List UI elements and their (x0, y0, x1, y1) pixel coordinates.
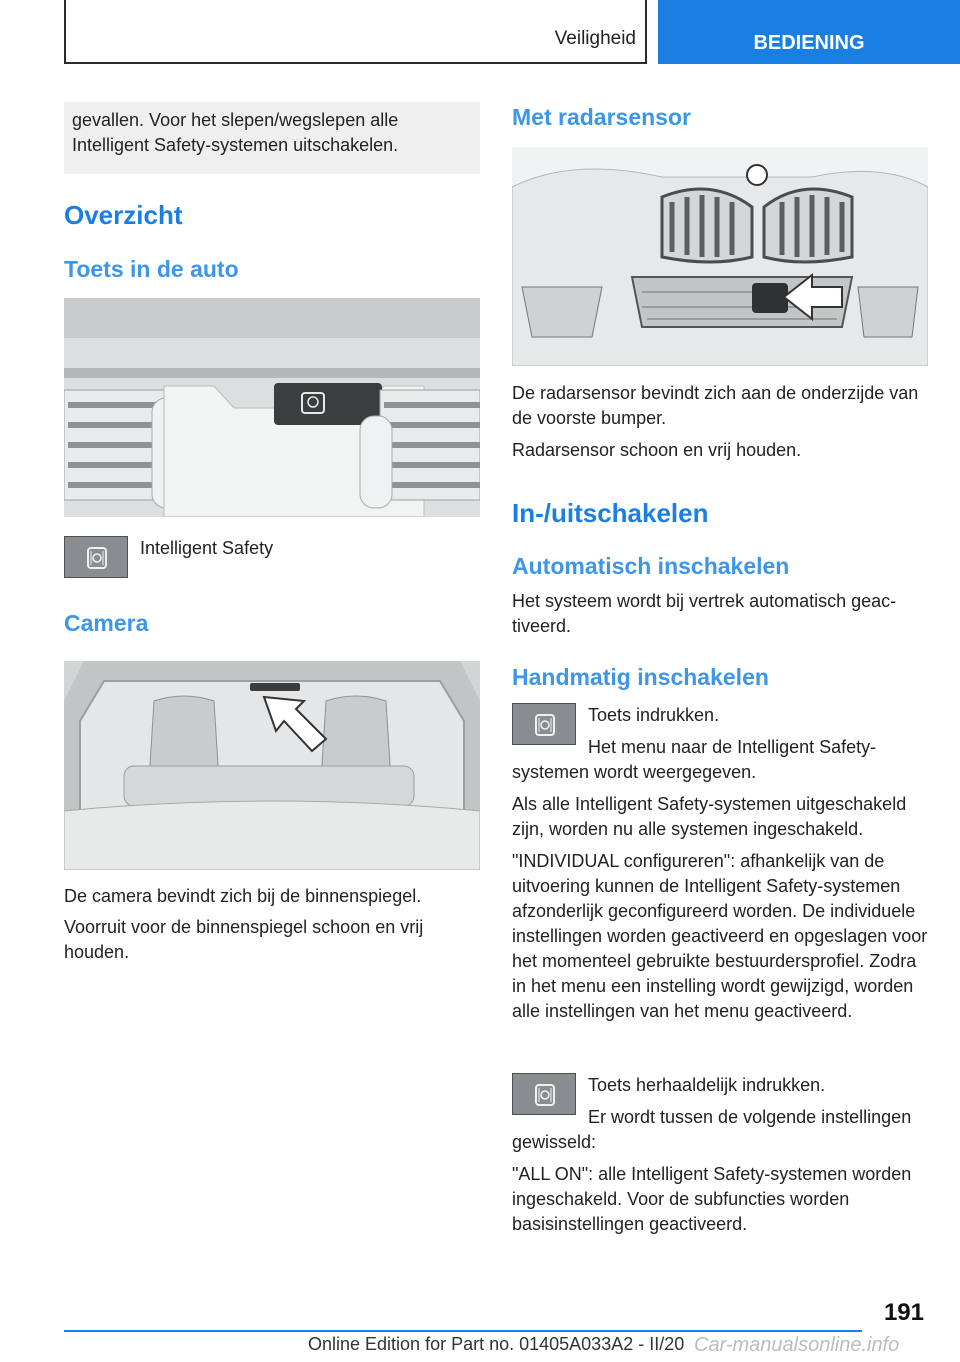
heading-toets-in-de-auto: Toets in de auto (64, 256, 239, 282)
manual-para-2: "INDIVIDUAL configureren": afhankelijk van de uitvoering kunnen de Intelligent Safety-systemen afzonderlijk geconfigureerd worden. De individuele instellingen worden geactiveerd en opgeslagen voor het momenteel gebruikte bestuurdersprofiel. Zodra in het menu een instelling wordt gewijzigd, worden alle instellingen van het menu geactiveerd. (512, 851, 928, 1021)
page-number: 191 (883, 1299, 924, 1326)
heading-camera: Camera (64, 610, 149, 636)
heading-automatisch-inschakelen: Automatisch inschakelen (512, 553, 790, 579)
key-caption: Intelligent Safety (140, 538, 274, 558)
header-section-title: Veiligheid (554, 28, 636, 49)
heading-handmatig-inschakelen: Handmatig inschakelen (512, 664, 769, 690)
manual-para-1: Als alle Intelligent Safety-systemen uitgeschakeld zijn, worden nu alle systemen ingeschakeld. (512, 794, 907, 839)
heading-overzicht: Overzicht (64, 200, 183, 230)
watermark: Car-manualsonline.info (694, 1334, 900, 1356)
manual-step-1: Toets indrukken. (588, 705, 720, 725)
note-box: gevallen. Voor het slepen/wegslepen alle Intelligent Safety-systemen uitschakelen. (64, 102, 480, 174)
auto-on-text: Het systeem wordt bij vertrek automatisch geactiveerd. (512, 591, 897, 636)
all-on-text: "ALL ON": alle Intelligent Safety-systemen worden ingeschakeld. Voor de subfuncties worden basisinstellingen geactiveerd. (512, 1164, 912, 1234)
heading-met-radarsensor: Met radarsensor (512, 104, 691, 130)
camera-interior-image (64, 661, 480, 870)
radar-location-text: De radarsensor bevindt zich aan de onderzijde van de voorste bumper. (512, 383, 919, 428)
dashboard-button-image (64, 298, 480, 517)
footer-edition: Online Edition for Part no. 01405A033A2 - II/20 (308, 1334, 685, 1354)
radar-clean-text: Radarsensor schoon en vrij houden. (512, 440, 802, 460)
camera-clean-text: Voorruit voor de binnenspiegel schoon en vrij houden. (64, 917, 424, 962)
heading-in-uitschakelen: In-/uitschakelen (512, 498, 709, 528)
manual-step-2: Het menu naar de Intelligent Safety-systemen wordt weergegeven. (512, 737, 877, 782)
repeat-step-1: Toets herhaaldelijk indrukken. (588, 1075, 826, 1095)
footer-rule (64, 1330, 862, 1332)
intelligent-safety-key-icon (64, 536, 128, 578)
camera-location-text: De camera bevindt zich bij de binnenspiegel. (64, 886, 422, 906)
repeat-step-2: Er wordt tussen de volgende instellingen gewisseld: (512, 1107, 912, 1152)
radar-bumper-image (512, 147, 928, 366)
header-chapter-tab: BEDIENING (658, 0, 960, 64)
